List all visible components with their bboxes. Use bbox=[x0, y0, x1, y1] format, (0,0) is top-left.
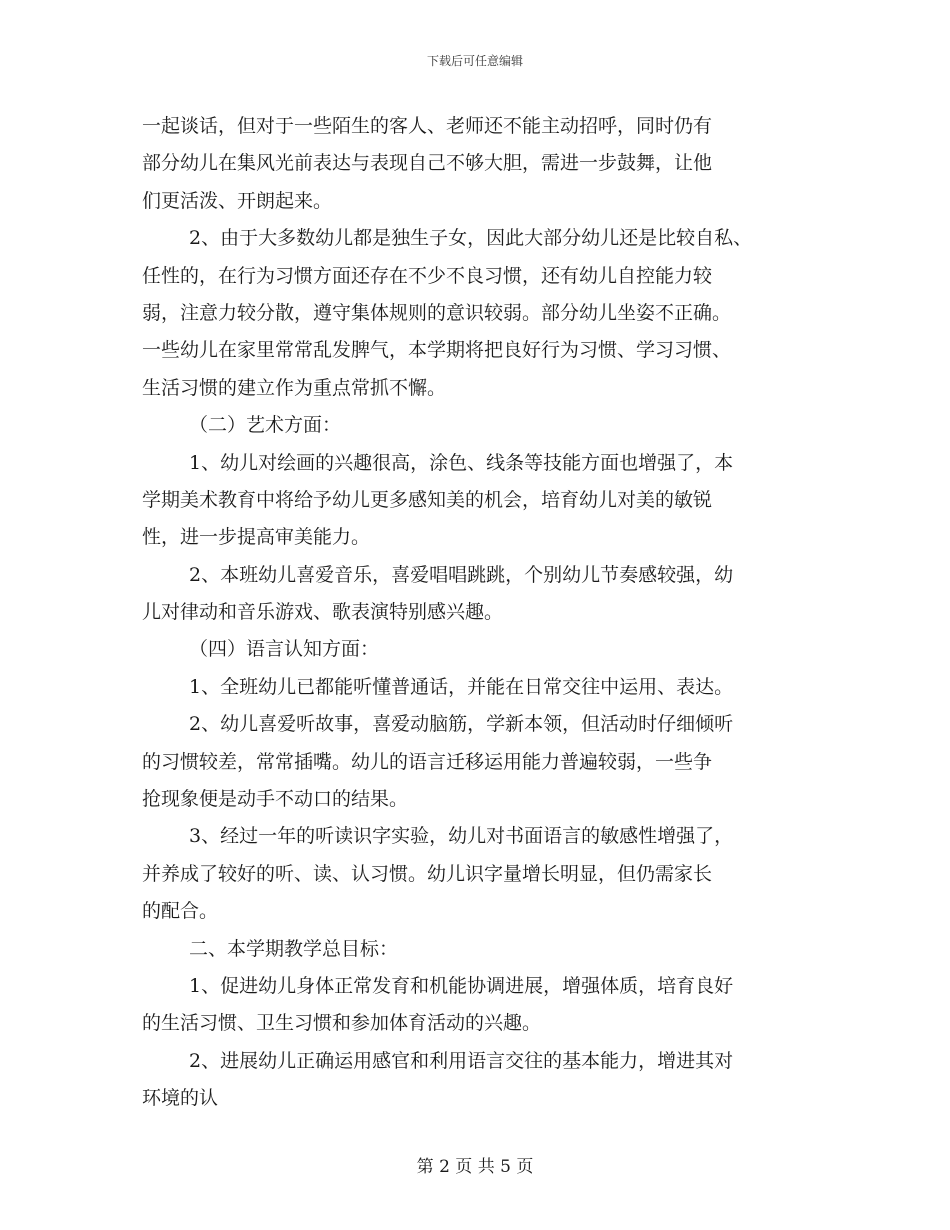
text-line: 2、幼儿喜爱听故事，喜爱动脑筋，学新本领，但活动时仔细倾听 bbox=[189, 713, 734, 736]
text-line: 3、经过一年的听读识字实验，幼儿对书面语言的敏感性增强了， bbox=[189, 825, 734, 848]
text-line: 一些幼儿在家里常常乱发脾气，本学期将把良好行为习惯、学习习惯、 bbox=[142, 339, 732, 362]
text-line: 任性的，在行为习惯方面还存在不少不良习惯，还有幼儿自控能力较 bbox=[142, 264, 713, 287]
text-line: 抢现象便是动手不动口的结果。 bbox=[142, 788, 409, 811]
text-line: 2、本班幼儿喜爱音乐，喜爱唱唱跳跳，个别幼儿节奏感较强，幼 bbox=[189, 563, 734, 586]
text-line: 生活习惯的建立作为重点常抓不懈。 bbox=[142, 376, 447, 399]
text-line: 的习惯较差，常常插嘴。幼儿的语言迁移运用能力普遍较弱，一些争 bbox=[142, 750, 713, 773]
text-line: 性，进一步提高审美能力。 bbox=[142, 526, 371, 549]
page-number: 第 2 页 共 5 页 bbox=[416, 1157, 534, 1177]
text-line: 们更活泼、开朗起来。 bbox=[142, 189, 333, 212]
text-line: 环境的认 bbox=[142, 1087, 219, 1110]
text-line: 一起谈话，但对于一些陌生的客人、老师还不能主动招呼，同时仍有 bbox=[142, 115, 713, 137]
text-line: 1、全班幼儿已都能听懂普通话，并能在日常交往中运用、表达。 bbox=[189, 675, 734, 698]
section-heading: 二、本学期教学总目标： bbox=[189, 937, 399, 960]
text-line: 的生活习惯、卫生习惯和参加体育活动的兴趣。 bbox=[142, 1012, 542, 1035]
text-line: 2、进展幼儿正确运用感官和利用语言交往的基本能力，增进其对 bbox=[189, 1049, 734, 1072]
section-heading: （二）艺术方面： bbox=[189, 414, 342, 437]
text-line: 部分幼儿在集风光前表达与表现自己不够大胆，需进一步鼓舞，让他 bbox=[142, 152, 713, 175]
text-line: 1、幼儿对绘画的兴趣很高，涂色、线条等技能方面也增强了，本 bbox=[189, 451, 734, 474]
page-header-note: 下载后可任意编辑 bbox=[426, 54, 523, 68]
text-line: 并养成了较好的听、读、认习惯。幼儿识字量增长明显，但仍需家长 bbox=[142, 862, 713, 885]
section-heading: （四）语言认知方面： bbox=[189, 638, 380, 661]
text-line: 弱，注意力较分散，遵守集体规则的意识较弱。部分幼儿坐姿不正确。 bbox=[142, 301, 732, 324]
document-body bbox=[142, 108, 822, 1118]
text-line: 儿对律动和音乐游戏、歌表演特别感兴趣。 bbox=[142, 601, 504, 624]
text-line: 2、由于大多数幼儿都是独生子女，因此大部分幼儿还是比较自私、 bbox=[189, 227, 753, 250]
text-line: 的配合。 bbox=[142, 900, 219, 923]
text-line: 1、促进幼儿身体正常发育和机能协调进展，增强体质，培育良好 bbox=[189, 974, 734, 997]
text-line: 学期美术教育中将给予幼儿更多感知美的机会，培育幼儿对美的敏锐 bbox=[142, 488, 713, 511]
